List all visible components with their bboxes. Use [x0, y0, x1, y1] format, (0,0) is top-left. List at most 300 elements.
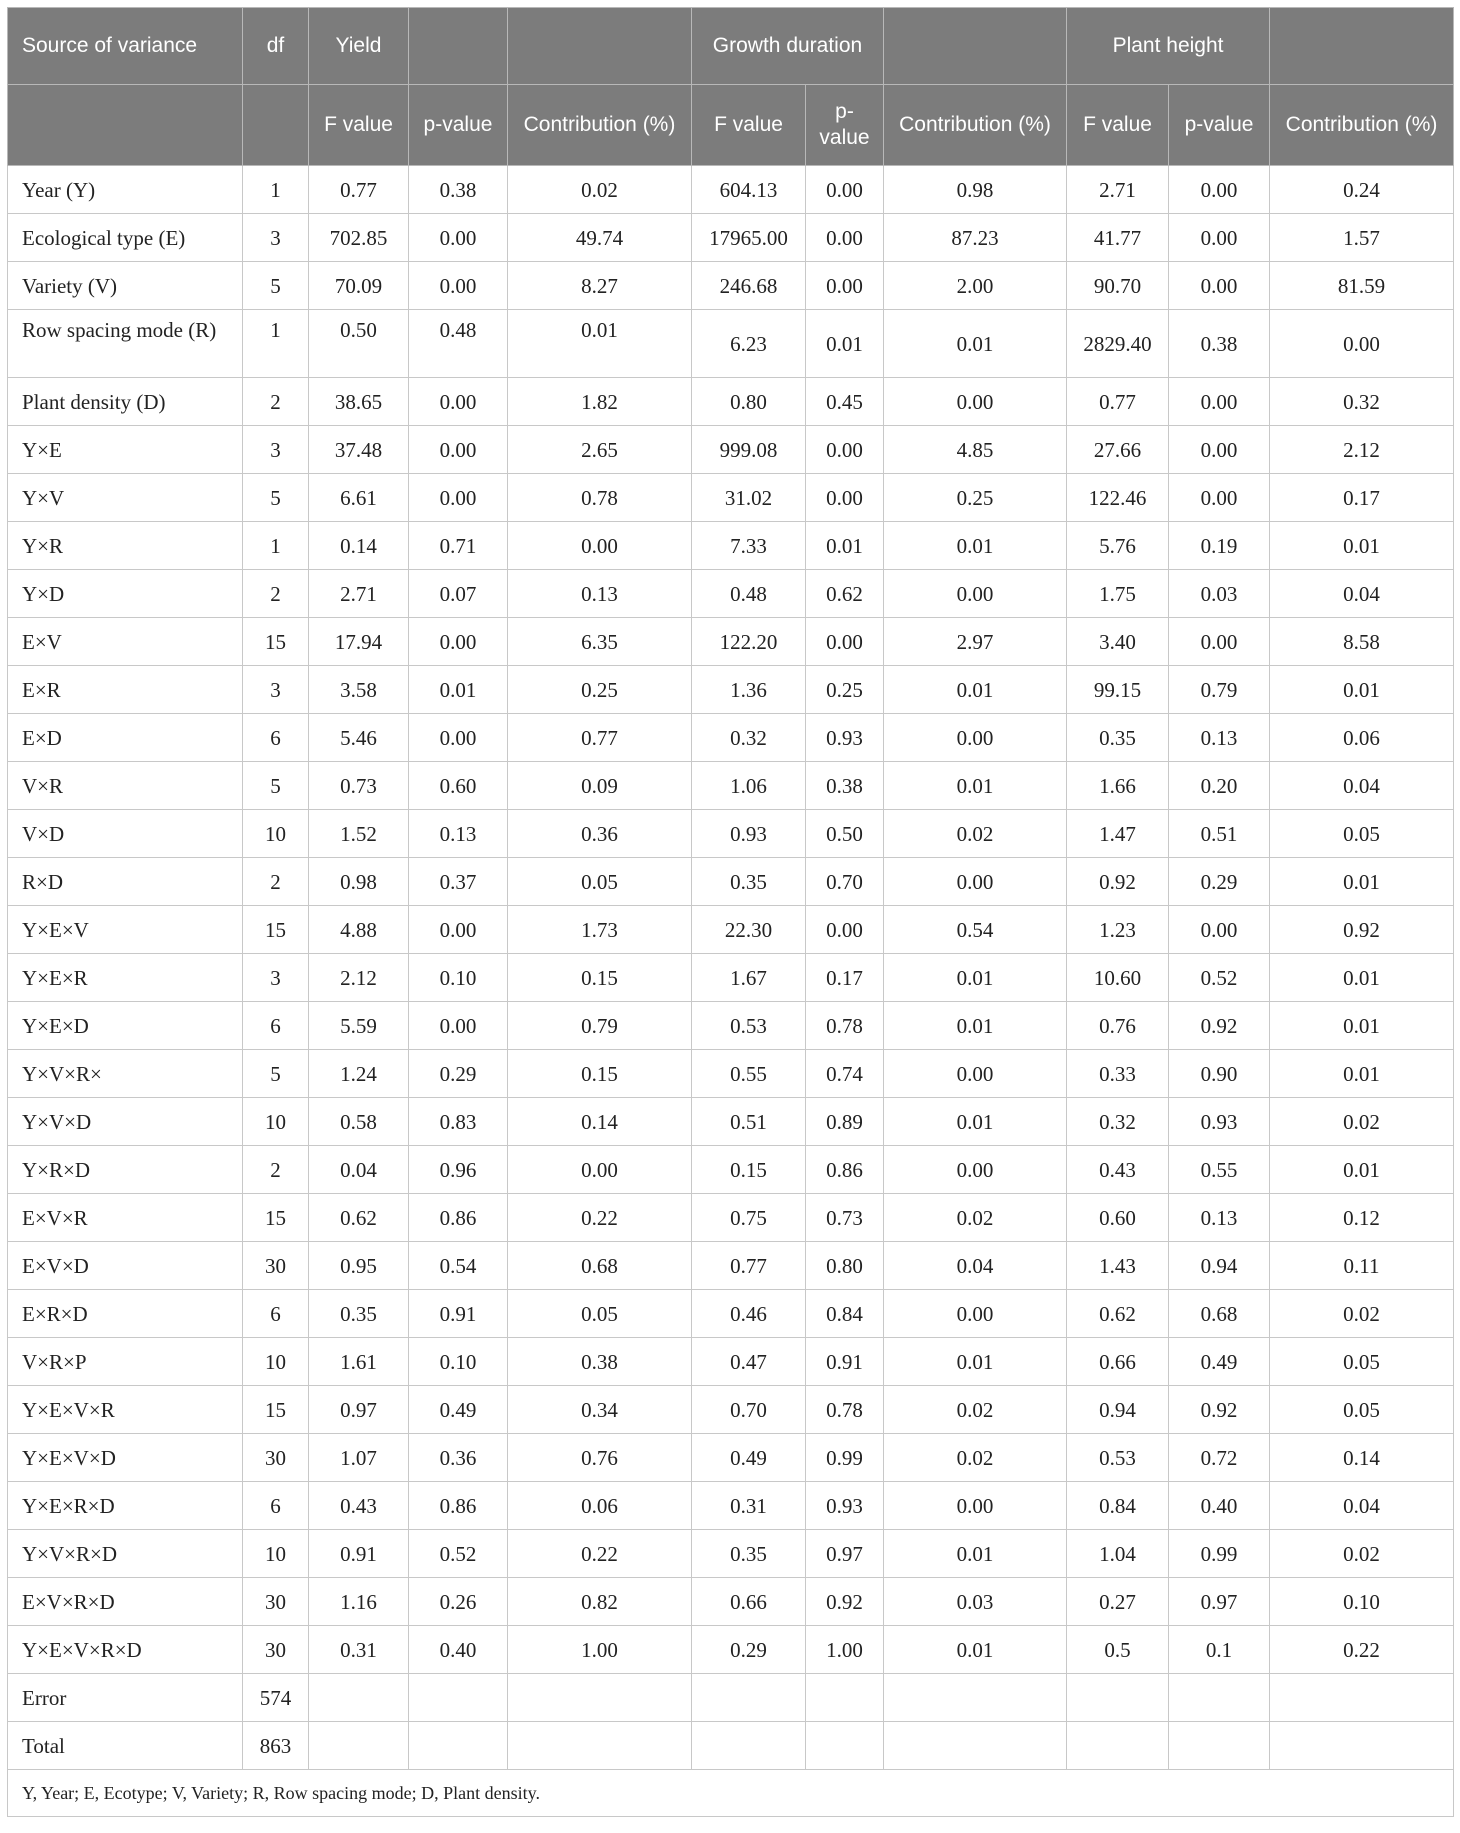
cell-growth-f-value: 0.51: [692, 1098, 806, 1146]
cell-height-contribution: 0.01: [1270, 1146, 1454, 1194]
cell-yield-p-value: 0.00: [409, 378, 508, 426]
cell-growth-contribution: 0.00: [884, 1482, 1067, 1530]
cell-source: Y×E×V×R×D: [8, 1626, 243, 1674]
cell-source: Plant density (D): [8, 378, 243, 426]
cell-growth-f-value: 7.33: [692, 522, 806, 570]
cell-yield-contribution: 0.77: [508, 714, 692, 762]
cell-yield-p-value: 0.40: [409, 1626, 508, 1674]
cell-growth-p-value: 0.00: [806, 262, 884, 310]
cell-height-f-value: 0.77: [1067, 378, 1169, 426]
cell-yield-p-value: 0.10: [409, 1338, 508, 1386]
table-row: [8, 1290, 1454, 1338]
cell-source: Y×V: [8, 474, 243, 522]
cell-growth-contribution: 0.00: [884, 714, 1067, 762]
cell-height-contribution: 0.32: [1270, 378, 1454, 426]
cell-yield-p-value: 0.13: [409, 810, 508, 858]
cell-growth-f-value: 0.15: [692, 1146, 806, 1194]
cell-yield-contribution: 8.27: [508, 262, 692, 310]
cell-source: Y×D: [8, 570, 243, 618]
cell-growth-f-value: 22.30: [692, 906, 806, 954]
cell-source: E×D: [8, 714, 243, 762]
cell-yield-f-value: [309, 1722, 409, 1770]
cell-height-contribution: 0.17: [1270, 474, 1454, 522]
cell-yield-p-value: 0.86: [409, 1482, 508, 1530]
cell-height-contribution: 0.05: [1270, 810, 1454, 858]
cell-growth-contribution: 0.01: [884, 310, 1067, 378]
cell-growth-p-value: 0.38: [806, 762, 884, 810]
cell-height-f-value: 0.35: [1067, 714, 1169, 762]
cell-yield-contribution: 0.15: [508, 1050, 692, 1098]
cell-df: 3: [243, 426, 309, 474]
table-row: [8, 522, 1454, 570]
header-yield-p-value: p-value: [409, 85, 508, 166]
table-row: [8, 618, 1454, 666]
header-growth-duration: Growth duration: [692, 8, 884, 85]
cell-growth-f-value: 0.53: [692, 1002, 806, 1050]
cell-df: 10: [243, 810, 309, 858]
cell-df: 2: [243, 1146, 309, 1194]
header-row-1: [8, 8, 1454, 85]
cell-growth-p-value: 0.25: [806, 666, 884, 714]
cell-height-f-value: 0.66: [1067, 1338, 1169, 1386]
cell-growth-contribution: 0.02: [884, 1386, 1067, 1434]
cell-source: Y×R: [8, 522, 243, 570]
cell-height-f-value: 2.71: [1067, 166, 1169, 214]
cell-growth-p-value: 0.97: [806, 1530, 884, 1578]
cell-growth-p-value: 0.99: [806, 1434, 884, 1482]
cell-growth-p-value: 0.62: [806, 570, 884, 618]
header-empty: [409, 8, 508, 85]
cell-height-contribution: 0.04: [1270, 762, 1454, 810]
cell-yield-contribution: 1.00: [508, 1626, 692, 1674]
cell-height-contribution: 0.10: [1270, 1578, 1454, 1626]
cell-height-contribution: 0.01: [1270, 522, 1454, 570]
cell-source: Y×V×R×: [8, 1050, 243, 1098]
cell-growth-p-value: 0.89: [806, 1098, 884, 1146]
table-row: [8, 714, 1454, 762]
cell-yield-p-value: 0.00: [409, 1002, 508, 1050]
cell-height-p-value: 0.79: [1169, 666, 1270, 714]
cell-height-contribution: 1.57: [1270, 214, 1454, 262]
cell-height-f-value: 3.40: [1067, 618, 1169, 666]
cell-height-p-value: 0.00: [1169, 214, 1270, 262]
cell-height-p-value: 0.55: [1169, 1146, 1270, 1194]
cell-df: 5: [243, 1050, 309, 1098]
cell-height-p-value: 0.92: [1169, 1002, 1270, 1050]
cell-yield-p-value: 0.01: [409, 666, 508, 714]
cell-yield-f-value: 702.85: [309, 214, 409, 262]
cell-yield-p-value: 0.07: [409, 570, 508, 618]
cell-growth-f-value: 0.32: [692, 714, 806, 762]
cell-growth-contribution: 2.97: [884, 618, 1067, 666]
cell-height-f-value: 0.92: [1067, 858, 1169, 906]
cell-growth-contribution: 0.01: [884, 1626, 1067, 1674]
table-row: [8, 310, 1454, 378]
cell-growth-p-value: 0.00: [806, 474, 884, 522]
cell-df: 15: [243, 618, 309, 666]
cell-yield-p-value: 0.00: [409, 906, 508, 954]
cell-height-p-value: 0.40: [1169, 1482, 1270, 1530]
table-row: [8, 378, 1454, 426]
cell-yield-contribution: 0.78: [508, 474, 692, 522]
cell-growth-f-value: 1.67: [692, 954, 806, 1002]
cell-height-contribution: 8.58: [1270, 618, 1454, 666]
cell-height-contribution: 2.12: [1270, 426, 1454, 474]
cell-df: 574: [243, 1674, 309, 1722]
cell-height-f-value: 99.15: [1067, 666, 1169, 714]
cell-yield-contribution: 1.73: [508, 906, 692, 954]
cell-df: 30: [243, 1578, 309, 1626]
cell-yield-p-value: 0.96: [409, 1146, 508, 1194]
cell-height-f-value: 27.66: [1067, 426, 1169, 474]
table-row: [8, 1002, 1454, 1050]
cell-growth-f-value: 0.29: [692, 1626, 806, 1674]
table-row: [8, 762, 1454, 810]
cell-df: 15: [243, 1386, 309, 1434]
cell-growth-contribution: 0.00: [884, 378, 1067, 426]
cell-height-contribution: 0.14: [1270, 1434, 1454, 1482]
header-empty: [1270, 8, 1454, 85]
cell-growth-p-value: 0.17: [806, 954, 884, 1002]
cell-height-contribution: 81.59: [1270, 262, 1454, 310]
cell-yield-f-value: 2.71: [309, 570, 409, 618]
cell-yield-p-value: 0.38: [409, 166, 508, 214]
cell-height-contribution: 0.01: [1270, 954, 1454, 1002]
cell-height-f-value: 1.43: [1067, 1242, 1169, 1290]
cell-height-f-value: 0.32: [1067, 1098, 1169, 1146]
footnote: Y, Year; E, Ecotype; V, Variety; R, Row spacing mode; D, Plant density.: [8, 1770, 1454, 1817]
table-row: [8, 906, 1454, 954]
cell-height-p-value: 0.03: [1169, 570, 1270, 618]
cell-growth-f-value: 0.55: [692, 1050, 806, 1098]
cell-height-f-value: 0.60: [1067, 1194, 1169, 1242]
cell-yield-contribution: 0.05: [508, 858, 692, 906]
cell-height-contribution: 0.11: [1270, 1242, 1454, 1290]
cell-yield-f-value: 0.95: [309, 1242, 409, 1290]
cell-height-p-value: [1169, 1722, 1270, 1770]
cell-df: 5: [243, 762, 309, 810]
cell-growth-contribution: 0.01: [884, 954, 1067, 1002]
cell-df: 15: [243, 1194, 309, 1242]
cell-height-p-value: 0.90: [1169, 1050, 1270, 1098]
cell-growth-f-value: 0.49: [692, 1434, 806, 1482]
cell-height-f-value: 122.46: [1067, 474, 1169, 522]
table-row: [8, 954, 1454, 1002]
cell-growth-f-value: 0.77: [692, 1242, 806, 1290]
cell-source: E×V×D: [8, 1242, 243, 1290]
cell-growth-f-value: 0.47: [692, 1338, 806, 1386]
table-row: [8, 1482, 1454, 1530]
cell-growth-contribution: 0.03: [884, 1578, 1067, 1626]
cell-source: E×R×D: [8, 1290, 243, 1338]
cell-yield-p-value: 0.10: [409, 954, 508, 1002]
cell-yield-f-value: 70.09: [309, 262, 409, 310]
cell-yield-f-value: 4.88: [309, 906, 409, 954]
cell-height-f-value: 1.04: [1067, 1530, 1169, 1578]
cell-height-f-value: 0.27: [1067, 1578, 1169, 1626]
table-row: [8, 426, 1454, 474]
cell-growth-contribution: 0.98: [884, 166, 1067, 214]
table-row: [8, 1050, 1454, 1098]
cell-growth-contribution: 0.01: [884, 522, 1067, 570]
cell-df: 863: [243, 1722, 309, 1770]
table-row: [8, 1098, 1454, 1146]
cell-growth-p-value: 0.70: [806, 858, 884, 906]
cell-df: 10: [243, 1098, 309, 1146]
cell-height-p-value: 0.52: [1169, 954, 1270, 1002]
cell-growth-contribution: 4.85: [884, 426, 1067, 474]
cell-source: E×V×R×D: [8, 1578, 243, 1626]
cell-yield-f-value: 0.04: [309, 1146, 409, 1194]
cell-height-f-value: 41.77: [1067, 214, 1169, 262]
cell-yield-p-value: [409, 1674, 508, 1722]
cell-height-contribution: 0.22: [1270, 1626, 1454, 1674]
header-empty: [884, 8, 1067, 85]
cell-height-p-value: 0.00: [1169, 474, 1270, 522]
table-row: [8, 1626, 1454, 1674]
cell-yield-contribution: 0.79: [508, 1002, 692, 1050]
cell-yield-f-value: 0.14: [309, 522, 409, 570]
cell-source: Y×E×R: [8, 954, 243, 1002]
cell-yield-f-value: 0.50: [309, 310, 409, 378]
cell-growth-contribution: 0.01: [884, 1098, 1067, 1146]
cell-growth-contribution: 2.00: [884, 262, 1067, 310]
cell-yield-contribution: 0.15: [508, 954, 692, 1002]
cell-height-f-value: 90.70: [1067, 262, 1169, 310]
cell-growth-contribution: 0.25: [884, 474, 1067, 522]
anova-table: [7, 7, 1454, 1817]
cell-growth-contribution: [884, 1722, 1067, 1770]
cell-height-contribution: 0.04: [1270, 1482, 1454, 1530]
cell-yield-contribution: 0.14: [508, 1098, 692, 1146]
cell-df: 3: [243, 666, 309, 714]
cell-df: 1: [243, 310, 309, 378]
cell-height-f-value: 0.62: [1067, 1290, 1169, 1338]
cell-growth-f-value: 0.46: [692, 1290, 806, 1338]
cell-growth-contribution: 0.01: [884, 1530, 1067, 1578]
cell-yield-contribution: 0.09: [508, 762, 692, 810]
cell-growth-f-value: 0.75: [692, 1194, 806, 1242]
header-plant-height: Plant height: [1067, 8, 1270, 85]
cell-yield-f-value: 0.31: [309, 1626, 409, 1674]
table-row: [8, 166, 1454, 214]
cell-yield-f-value: 6.61: [309, 474, 409, 522]
cell-growth-p-value: [806, 1722, 884, 1770]
cell-height-p-value: 0.68: [1169, 1290, 1270, 1338]
cell-growth-p-value: 0.84: [806, 1290, 884, 1338]
cell-yield-p-value: 0.26: [409, 1578, 508, 1626]
cell-growth-f-value: 0.70: [692, 1386, 806, 1434]
table-row: [8, 666, 1454, 714]
table-row: [8, 1530, 1454, 1578]
cell-df: 5: [243, 474, 309, 522]
cell-height-p-value: 0.00: [1169, 378, 1270, 426]
cell-growth-f-value: 17965.00: [692, 214, 806, 262]
cell-height-f-value: 1.47: [1067, 810, 1169, 858]
cell-growth-p-value: 0.00: [806, 214, 884, 262]
cell-source: V×D: [8, 810, 243, 858]
header-empty: [243, 85, 309, 166]
cell-growth-f-value: 999.08: [692, 426, 806, 474]
cell-yield-f-value: 0.58: [309, 1098, 409, 1146]
cell-height-f-value: 0.5: [1067, 1626, 1169, 1674]
cell-yield-contribution: 49.74: [508, 214, 692, 262]
cell-yield-contribution: 6.35: [508, 618, 692, 666]
cell-df: 15: [243, 906, 309, 954]
cell-yield-p-value: 0.00: [409, 714, 508, 762]
cell-yield-contribution: 0.02: [508, 166, 692, 214]
cell-source: Y×E×D: [8, 1002, 243, 1050]
cell-source: Y×E×V×D: [8, 1434, 243, 1482]
cell-height-f-value: 0.76: [1067, 1002, 1169, 1050]
cell-growth-f-value: 246.68: [692, 262, 806, 310]
cell-yield-p-value: 0.36: [409, 1434, 508, 1482]
table-row: [8, 1578, 1454, 1626]
cell-growth-p-value: 0.00: [806, 166, 884, 214]
table-row: [8, 1146, 1454, 1194]
cell-yield-contribution: 0.22: [508, 1194, 692, 1242]
cell-height-p-value: 0.49: [1169, 1338, 1270, 1386]
header-yield-contribution: Contribution (%): [508, 85, 692, 166]
header-row-2: [8, 85, 1454, 166]
table-row: [8, 214, 1454, 262]
cell-growth-f-value: [692, 1722, 806, 1770]
header-growth-f-value: F value: [692, 85, 806, 166]
table-body: [8, 166, 1454, 1770]
table-row: [8, 570, 1454, 618]
table-row: [8, 262, 1454, 310]
cell-yield-contribution: 0.13: [508, 570, 692, 618]
cell-df: 30: [243, 1434, 309, 1482]
cell-growth-p-value: 0.00: [806, 906, 884, 954]
header-growth-p-value: p-value: [806, 85, 884, 166]
cell-growth-contribution: 0.02: [884, 1434, 1067, 1482]
cell-source: E×R: [8, 666, 243, 714]
cell-yield-f-value: 1.61: [309, 1338, 409, 1386]
cell-growth-contribution: 0.00: [884, 1146, 1067, 1194]
cell-height-p-value: 0.1: [1169, 1626, 1270, 1674]
cell-yield-f-value: 1.24: [309, 1050, 409, 1098]
cell-height-p-value: 0.20: [1169, 762, 1270, 810]
cell-height-contribution: 0.92: [1270, 906, 1454, 954]
header-height-contribution: Contribution (%): [1270, 85, 1454, 166]
cell-yield-p-value: 0.60: [409, 762, 508, 810]
cell-growth-f-value: 0.93: [692, 810, 806, 858]
cell-source: Y×R×D: [8, 1146, 243, 1194]
cell-yield-f-value: 0.73: [309, 762, 409, 810]
cell-growth-f-value: 0.35: [692, 858, 806, 906]
header-empty: [8, 85, 243, 166]
cell-yield-f-value: 0.35: [309, 1290, 409, 1338]
cell-yield-f-value: 0.91: [309, 1530, 409, 1578]
cell-df: 2: [243, 858, 309, 906]
cell-growth-p-value: 0.73: [806, 1194, 884, 1242]
cell-growth-contribution: 0.00: [884, 570, 1067, 618]
cell-source: V×R: [8, 762, 243, 810]
cell-df: 6: [243, 714, 309, 762]
cell-yield-p-value: 0.00: [409, 474, 508, 522]
cell-yield-contribution: [508, 1674, 692, 1722]
cell-df: 2: [243, 570, 309, 618]
table-row: [8, 1722, 1454, 1770]
cell-source: Variety (V): [8, 262, 243, 310]
cell-growth-contribution: 0.00: [884, 858, 1067, 906]
cell-growth-p-value: 0.92: [806, 1578, 884, 1626]
cell-growth-f-value: 1.06: [692, 762, 806, 810]
cell-df: 2: [243, 378, 309, 426]
cell-height-f-value: 0.33: [1067, 1050, 1169, 1098]
cell-height-p-value: 0.00: [1169, 618, 1270, 666]
cell-source: Y×V×D: [8, 1098, 243, 1146]
cell-height-f-value: [1067, 1722, 1169, 1770]
table-row: [8, 1338, 1454, 1386]
cell-yield-f-value: 5.59: [309, 1002, 409, 1050]
cell-yield-f-value: 0.77: [309, 166, 409, 214]
cell-yield-p-value: 0.48: [409, 310, 508, 378]
cell-yield-contribution: 0.00: [508, 1146, 692, 1194]
cell-yield-f-value: 0.97: [309, 1386, 409, 1434]
cell-yield-p-value: 0.00: [409, 214, 508, 262]
cell-yield-p-value: 0.29: [409, 1050, 508, 1098]
cell-height-p-value: 0.97: [1169, 1578, 1270, 1626]
header-yield-f-value: F value: [309, 85, 409, 166]
footnote-row: [8, 1770, 1454, 1817]
cell-growth-p-value: 0.80: [806, 1242, 884, 1290]
cell-yield-p-value: 0.91: [409, 1290, 508, 1338]
cell-yield-p-value: 0.00: [409, 618, 508, 666]
cell-yield-p-value: 0.54: [409, 1242, 508, 1290]
cell-growth-p-value: 0.00: [806, 426, 884, 474]
cell-source: E×V: [8, 618, 243, 666]
cell-growth-contribution: 0.01: [884, 762, 1067, 810]
cell-growth-p-value: 0.50: [806, 810, 884, 858]
cell-height-p-value: 0.00: [1169, 166, 1270, 214]
cell-yield-f-value: 1.07: [309, 1434, 409, 1482]
cell-yield-p-value: 0.37: [409, 858, 508, 906]
table-row: [8, 1434, 1454, 1482]
cell-growth-contribution: [884, 1674, 1067, 1722]
table-row: [8, 474, 1454, 522]
cell-yield-contribution: 2.65: [508, 426, 692, 474]
table-row: [8, 1242, 1454, 1290]
cell-df: 1: [243, 522, 309, 570]
cell-growth-contribution: 0.54: [884, 906, 1067, 954]
cell-height-contribution: 0.01: [1270, 858, 1454, 906]
cell-yield-f-value: [309, 1674, 409, 1722]
cell-source: Total: [8, 1722, 243, 1770]
cell-yield-contribution: 0.76: [508, 1434, 692, 1482]
cell-height-f-value: [1067, 1674, 1169, 1722]
cell-source: Y×V×R×D: [8, 1530, 243, 1578]
cell-growth-contribution: 0.01: [884, 1002, 1067, 1050]
anova-table-container: [7, 7, 1453, 1817]
cell-height-p-value: 0.00: [1169, 426, 1270, 474]
cell-yield-f-value: 37.48: [309, 426, 409, 474]
header-df: df: [243, 8, 309, 85]
cell-source: Error: [8, 1674, 243, 1722]
cell-growth-contribution: 0.01: [884, 1338, 1067, 1386]
header-growth-contribution: Contribution (%): [884, 85, 1067, 166]
cell-height-p-value: 0.13: [1169, 714, 1270, 762]
cell-growth-contribution: 0.00: [884, 1050, 1067, 1098]
cell-height-p-value: [1169, 1674, 1270, 1722]
cell-height-contribution: [1270, 1674, 1454, 1722]
cell-yield-f-value: 3.58: [309, 666, 409, 714]
cell-growth-p-value: 0.86: [806, 1146, 884, 1194]
cell-df: 3: [243, 954, 309, 1002]
cell-growth-p-value: 0.01: [806, 310, 884, 378]
cell-yield-f-value: 2.12: [309, 954, 409, 1002]
